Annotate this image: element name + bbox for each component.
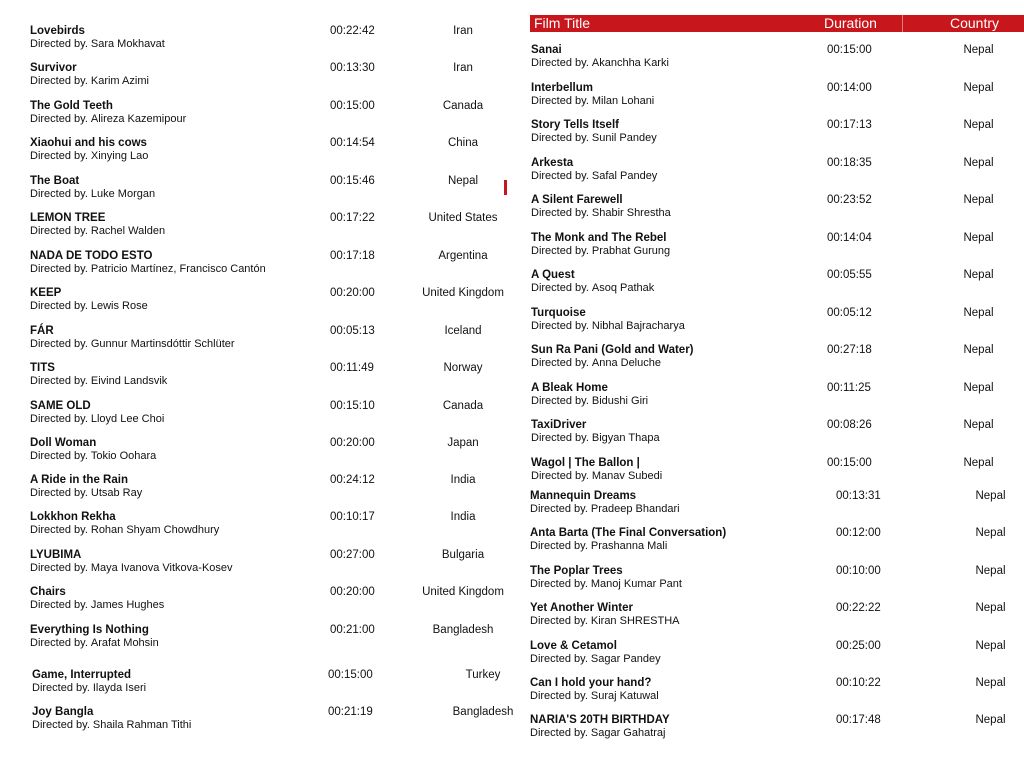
director-label: Directed by. xyxy=(30,263,88,275)
film-director: Manav Subedi xyxy=(591,470,663,482)
director-label: Directed by. xyxy=(30,637,88,649)
film-country: India xyxy=(450,511,476,523)
film-country: Argentina xyxy=(438,250,488,262)
film-director-line xyxy=(530,540,667,553)
director-label: Directed by. xyxy=(30,150,88,162)
director-label: Directed by. xyxy=(30,413,88,425)
film-director: Gunnur Martinsdóttir Schlüter xyxy=(90,338,235,350)
film-row xyxy=(531,457,1021,493)
film-duration: 00:14:04 xyxy=(827,232,872,244)
film-director-line xyxy=(530,690,659,703)
film-director: Milan Lohani xyxy=(591,95,655,107)
film-duration: 00:20:00 xyxy=(330,586,375,598)
film-director: Patricio Martínez, Francisco Cantón xyxy=(90,263,266,275)
film-duration: 00:14:54 xyxy=(330,137,375,149)
film-country: Nepal xyxy=(963,82,994,94)
film-country: Nepal xyxy=(963,157,994,169)
film-director: Tokio Oohara xyxy=(90,450,157,462)
film-title: Sanai xyxy=(531,44,562,56)
film-director-line xyxy=(531,95,654,108)
director-label: Directed by. xyxy=(32,719,90,731)
film-director: Rachel Walden xyxy=(90,225,166,237)
film-duration: 00:15:00 xyxy=(827,457,872,469)
film-row xyxy=(30,325,515,361)
director-label: Directed by. xyxy=(530,690,588,702)
film-country: Iran xyxy=(453,25,473,37)
film-row xyxy=(30,549,515,585)
film-country: Iran xyxy=(453,62,473,74)
film-row xyxy=(30,250,515,286)
film-director: Pradeep Bhandari xyxy=(590,503,680,515)
film-country: Japan xyxy=(447,437,479,449)
film-director-line xyxy=(30,38,165,51)
film-country: Nepal xyxy=(975,602,1006,614)
film-director: Lewis Rose xyxy=(90,300,148,312)
director-label: Directed by. xyxy=(32,682,90,694)
film-title: A Ride in the Rain xyxy=(30,474,128,486)
director-label: Directed by. xyxy=(531,95,589,107)
director-label: Directed by. xyxy=(30,113,88,125)
film-duration: 00:05:13 xyxy=(330,325,375,337)
film-title: Interbellum xyxy=(531,82,593,94)
film-duration: 00:20:00 xyxy=(330,437,375,449)
film-country: Nepal xyxy=(447,175,479,187)
table-header xyxy=(530,15,1024,32)
film-duration: 00:08:26 xyxy=(827,419,872,431)
director-label: Directed by. xyxy=(531,357,589,369)
film-row xyxy=(531,527,1021,563)
film-director-line xyxy=(531,432,660,445)
film-title: Yet Another Winter xyxy=(530,602,633,614)
film-country: United States xyxy=(428,212,498,224)
film-title: Chairs xyxy=(30,586,66,598)
film-title: Anta Barta (The Final Conversation) xyxy=(530,527,727,539)
film-director-line xyxy=(30,637,159,650)
film-country: Bulgaria xyxy=(441,549,485,561)
film-director-line xyxy=(30,562,233,575)
film-row xyxy=(30,437,515,473)
film-director-line xyxy=(531,207,671,220)
film-country: Canada xyxy=(442,100,484,112)
director-label: Directed by. xyxy=(531,132,589,144)
film-director: Alireza Kazemipour xyxy=(90,113,187,125)
film-title: Survivor xyxy=(30,62,77,74)
film-duration: 00:05:55 xyxy=(827,269,872,281)
film-title: Doll Woman xyxy=(30,437,97,449)
film-director: Xinying Lao xyxy=(90,150,149,162)
film-director: Karim Azimi xyxy=(90,75,149,87)
film-duration: 00:21:00 xyxy=(330,624,375,636)
film-title: NARIA'S 20TH BIRTHDAY xyxy=(530,714,670,726)
film-duration: 00:17:18 xyxy=(330,250,375,262)
film-country: Nepal xyxy=(963,382,994,394)
film-director-line xyxy=(30,75,149,88)
film-row xyxy=(531,344,1021,380)
film-director: Kiran SHRESTHA xyxy=(590,615,680,627)
film-director-line xyxy=(530,615,680,628)
director-label: Directed by. xyxy=(531,282,589,294)
film-director: Asoq Pathak xyxy=(591,282,655,294)
film-director-line xyxy=(30,375,167,388)
film-row xyxy=(30,624,515,660)
film-director: Shaila Rahman Tithi xyxy=(92,719,192,731)
film-title: Xiaohui and his cows xyxy=(30,137,147,149)
film-director: Bidushi Giri xyxy=(591,395,649,407)
film-row xyxy=(531,565,1021,601)
film-director: Arafat Mohsin xyxy=(90,637,159,649)
film-director-line xyxy=(530,503,680,516)
film-country: Turkey xyxy=(465,669,501,681)
film-director: Nibhal Bajracharya xyxy=(591,320,685,332)
film-director: Maya Ivanova Vitkova-Kosev xyxy=(90,562,233,574)
film-country: Nepal xyxy=(963,457,994,469)
director-label: Directed by. xyxy=(531,170,589,182)
film-row xyxy=(531,119,1021,155)
film-director: Safal Pandey xyxy=(591,170,658,182)
film-title: The Poplar Trees xyxy=(530,565,623,577)
film-director: Prashanna Mali xyxy=(590,540,668,552)
film-title: Game, Interrupted xyxy=(32,669,132,681)
film-duration: 00:11:25 xyxy=(827,382,871,394)
film-title: Joy Bangla xyxy=(32,706,94,718)
film-director-line xyxy=(30,413,164,426)
film-country: Norway xyxy=(443,362,483,374)
film-title: The Gold Teeth xyxy=(30,100,113,112)
film-title: Lokkhon Rekha xyxy=(30,511,116,523)
film-country: Nepal xyxy=(975,714,1006,726)
film-duration: 00:11:49 xyxy=(330,362,374,374)
film-row xyxy=(30,511,515,547)
film-row xyxy=(531,157,1021,193)
film-director-line xyxy=(530,653,661,666)
film-country: Bangladesh xyxy=(452,706,514,718)
film-country: Nepal xyxy=(963,232,994,244)
director-label: Directed by. xyxy=(531,245,589,257)
film-director-line xyxy=(30,524,219,537)
film-duration: 00:13:31 xyxy=(836,490,881,502)
film-director-line xyxy=(30,487,142,500)
film-duration: 00:20:00 xyxy=(330,287,375,299)
film-duration: 00:18:35 xyxy=(827,157,872,169)
film-country: Nepal xyxy=(963,269,994,281)
film-duration: 00:05:12 xyxy=(827,307,872,319)
director-label: Directed by. xyxy=(30,599,88,611)
header-duration: Duration xyxy=(824,15,877,31)
film-title: A Bleak Home xyxy=(531,382,608,394)
film-country: Nepal xyxy=(963,119,994,131)
director-label: Directed by. xyxy=(30,225,88,237)
film-duration: 00:27:00 xyxy=(330,549,375,561)
header-country: Country xyxy=(950,15,1000,31)
film-title: The Monk and The Rebel xyxy=(531,232,667,244)
film-director: Eivind Landsvik xyxy=(90,375,168,387)
film-country: Nepal xyxy=(963,344,994,356)
film-director: Manoj Kumar Pant xyxy=(590,578,682,590)
film-row xyxy=(30,362,515,398)
film-director: Sara Mokhavat xyxy=(90,38,165,50)
film-director-line xyxy=(30,113,186,126)
film-title: Mannequin Dreams xyxy=(530,490,637,502)
film-director: Sagar Pandey xyxy=(590,653,661,665)
film-duration: 00:15:00 xyxy=(827,44,872,56)
film-row xyxy=(30,586,515,622)
film-title: SAME OLD xyxy=(30,400,91,412)
film-duration: 00:10:00 xyxy=(836,565,881,577)
film-row xyxy=(531,232,1021,268)
film-duration: 00:12:00 xyxy=(836,527,881,539)
film-director-line xyxy=(531,132,657,145)
film-director: James Hughes xyxy=(90,599,165,611)
film-director-line xyxy=(30,225,165,238)
director-label: Directed by. xyxy=(530,615,588,627)
film-row xyxy=(30,400,515,436)
film-country: India xyxy=(450,474,476,486)
film-duration: 00:13:30 xyxy=(330,62,375,74)
film-title: The Boat xyxy=(30,175,80,187)
film-director: Utsab Ray xyxy=(90,487,143,499)
film-country: China xyxy=(447,137,479,149)
film-country: Canada xyxy=(442,400,484,412)
director-label: Directed by. xyxy=(530,540,588,552)
film-director-line xyxy=(531,357,661,370)
film-director: Suraj Katuwal xyxy=(590,690,659,702)
film-row xyxy=(531,714,1021,750)
film-title: Wagol | The Ballon | xyxy=(531,457,640,469)
film-title: Sun Ra Pani (Gold and Water) xyxy=(531,344,694,356)
film-title: TITS xyxy=(30,362,55,374)
director-label: Directed by. xyxy=(530,727,588,739)
director-label: Directed by. xyxy=(531,395,589,407)
film-row xyxy=(531,382,1021,418)
film-duration: 00:25:00 xyxy=(836,640,881,652)
film-row xyxy=(30,175,515,211)
film-duration: 00:17:22 xyxy=(330,212,375,224)
film-director-line xyxy=(30,263,266,276)
film-row xyxy=(531,490,1021,526)
film-row xyxy=(30,706,515,742)
director-label: Directed by. xyxy=(531,57,589,69)
film-director-line xyxy=(30,300,148,313)
director-label: Directed by. xyxy=(30,562,88,574)
film-country: Nepal xyxy=(975,677,1006,689)
director-label: Directed by. xyxy=(30,338,88,350)
film-country: Nepal xyxy=(975,490,1006,502)
film-row xyxy=(531,44,1021,80)
director-label: Directed by. xyxy=(531,432,589,444)
film-country: United Kingdom xyxy=(422,586,504,598)
film-director: Sagar Gahatraj xyxy=(590,727,666,739)
film-director-line xyxy=(32,682,146,695)
film-duration: 00:22:22 xyxy=(836,602,881,614)
film-director: Akanchha Karki xyxy=(591,57,669,69)
film-duration: 00:22:42 xyxy=(330,25,375,37)
director-label: Directed by. xyxy=(531,207,589,219)
film-title: Everything Is Nothing xyxy=(30,624,149,636)
film-duration: 00:21:19 xyxy=(328,706,373,718)
film-title: Love & Cetamol xyxy=(530,640,617,652)
film-title: A Quest xyxy=(531,269,575,281)
film-director-line xyxy=(32,719,191,732)
director-label: Directed by. xyxy=(30,188,88,200)
film-row xyxy=(30,474,515,510)
film-duration: 00:15:00 xyxy=(330,100,375,112)
film-title: Arkesta xyxy=(531,157,574,169)
film-duration: 00:17:48 xyxy=(836,714,881,726)
film-row xyxy=(30,287,515,323)
film-row xyxy=(30,669,515,705)
film-director: Prabhat Gurung xyxy=(591,245,671,257)
film-director-line xyxy=(530,578,682,591)
film-duration: 00:10:17 xyxy=(330,511,375,523)
film-row xyxy=(531,82,1021,118)
director-label: Directed by. xyxy=(30,524,88,536)
film-country: Nepal xyxy=(963,194,994,206)
director-label: Directed by. xyxy=(30,38,88,50)
film-director: Ilayda Iseri xyxy=(92,682,147,694)
film-director-line xyxy=(30,450,156,463)
film-title: Lovebirds xyxy=(30,25,85,37)
director-label: Directed by. xyxy=(30,300,88,312)
film-country: Nepal xyxy=(963,307,994,319)
film-duration: 00:27:18 xyxy=(827,344,872,356)
film-director-line xyxy=(30,599,164,612)
film-title: LEMON TREE xyxy=(30,212,106,224)
film-title: A Silent Farewell xyxy=(531,194,623,206)
film-duration: 00:14:00 xyxy=(827,82,872,94)
film-director-line xyxy=(30,338,235,351)
film-director-line xyxy=(531,470,662,483)
director-label: Directed by. xyxy=(531,320,589,332)
film-director: Sunil Pandey xyxy=(591,132,657,144)
film-director-line xyxy=(531,320,685,333)
film-title: Turquoise xyxy=(531,307,586,319)
film-director: Rohan Shyam Chowdhury xyxy=(90,524,220,536)
director-label: Directed by. xyxy=(530,503,588,515)
film-row xyxy=(531,640,1021,676)
film-duration: 00:17:13 xyxy=(827,119,872,131)
film-country: Bangladesh xyxy=(432,624,494,636)
film-country: Nepal xyxy=(975,640,1006,652)
film-row xyxy=(531,602,1021,638)
film-country: Iceland xyxy=(444,325,482,337)
film-director: Luke Morgan xyxy=(90,188,156,200)
film-director-line xyxy=(30,150,148,163)
film-country: Nepal xyxy=(963,44,994,56)
film-director: Shabir Shrestha xyxy=(591,207,671,219)
film-duration: 00:15:10 xyxy=(330,400,375,412)
film-row xyxy=(531,419,1021,455)
film-director-line xyxy=(531,57,669,70)
film-title: TaxiDriver xyxy=(531,419,587,431)
film-director-line xyxy=(30,188,155,201)
director-label: Directed by. xyxy=(30,487,88,499)
film-director-line xyxy=(530,727,665,740)
film-title: FÁR xyxy=(30,325,54,337)
film-director-line xyxy=(531,170,657,183)
film-row xyxy=(531,194,1021,230)
film-duration: 00:15:46 xyxy=(330,175,375,187)
film-title: KEEP xyxy=(30,287,62,299)
film-duration: 00:15:00 xyxy=(328,669,373,681)
header-film-title: Film Title xyxy=(534,15,590,31)
film-title: Can I hold your hand? xyxy=(530,677,652,689)
film-row xyxy=(531,307,1021,343)
film-row xyxy=(30,62,515,98)
film-director: Anna Deluche xyxy=(591,357,661,369)
director-label: Directed by. xyxy=(30,75,88,87)
red-marker xyxy=(504,180,507,195)
film-country: Nepal xyxy=(975,565,1006,577)
director-label: Directed by. xyxy=(30,450,88,462)
film-row xyxy=(30,100,515,136)
film-director: Bigyan Thapa xyxy=(591,432,660,444)
film-row xyxy=(30,212,515,248)
film-director-line xyxy=(531,282,654,295)
film-title: Story Tells Itself xyxy=(531,119,619,131)
film-title: LYUBIMA xyxy=(30,549,82,561)
director-label: Directed by. xyxy=(531,470,589,482)
film-director-line xyxy=(531,395,648,408)
film-row xyxy=(30,137,515,173)
film-title: NADA DE TODO ESTO xyxy=(30,250,153,262)
film-duration: 00:10:22 xyxy=(836,677,881,689)
film-country: Nepal xyxy=(963,419,994,431)
director-label: Directed by. xyxy=(30,375,88,387)
film-country: Nepal xyxy=(975,527,1006,539)
film-duration: 00:24:12 xyxy=(330,474,375,486)
film-duration: 00:23:52 xyxy=(827,194,872,206)
film-director-line xyxy=(531,245,670,258)
director-label: Directed by. xyxy=(530,653,588,665)
director-label: Directed by. xyxy=(530,578,588,590)
film-row xyxy=(531,677,1021,713)
header-divider xyxy=(902,15,903,32)
film-row xyxy=(531,269,1021,305)
film-country: United Kingdom xyxy=(422,287,504,299)
film-director: Lloyd Lee Choi xyxy=(90,413,165,425)
film-row xyxy=(30,25,515,61)
